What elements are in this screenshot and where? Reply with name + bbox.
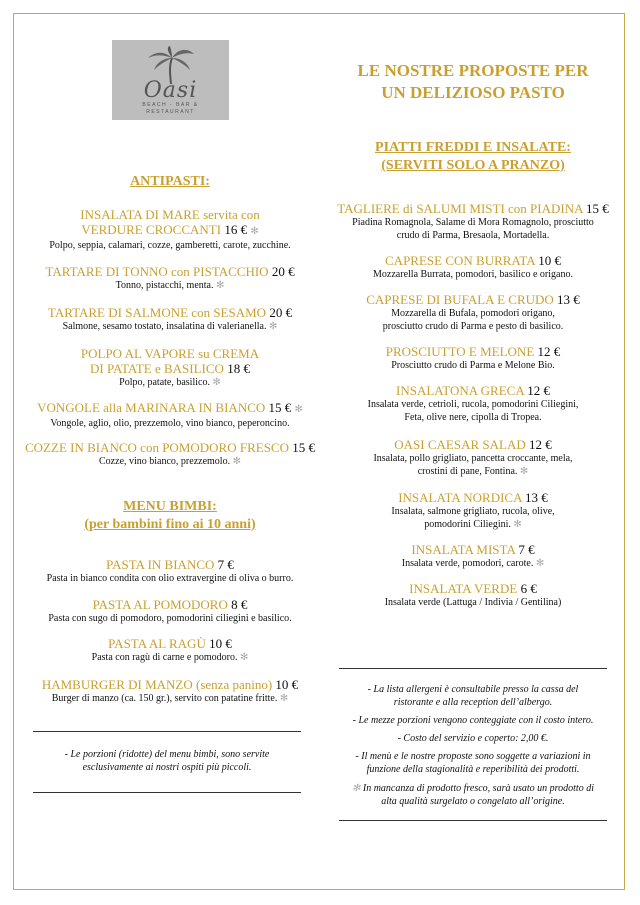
item-desc: Burger di manzo (ca. 150 gr.), servito con patatine fritte. [51,693,278,704]
item-price: 7 € [217,557,234,572]
item-name: INSALATA MISTA [411,542,516,557]
menu-item [328,344,618,372]
item-desc: Insalata, pollo grigliato, pancetta croccante, mela, [373,453,573,464]
menu-item [20,207,320,252]
item-price: 6 € [520,581,537,596]
star-icon: ✻ [279,693,289,704]
star-icon: ✻ [535,558,545,569]
menu-item [20,636,320,664]
header-line2: UN DELIZIOSO PASTO [381,83,565,102]
item-desc: Insalata verde, pomodori, carote. [401,558,534,569]
item-name: INSALATA VERDE [409,581,518,596]
item-name: OASI CAESAR SALAD [394,437,526,452]
item-price: 12 € [527,383,550,398]
star-icon: ✻ [239,652,249,663]
bimbi-title-line1: MENU BIMBI: [123,499,217,514]
item-name: DI PATATE e BASILICO [90,361,224,376]
menu-item [328,383,618,424]
allergen-note [339,683,607,709]
item-price: 10 € [209,636,232,651]
menu-item [328,542,618,570]
menu-item [20,677,320,705]
item-desc: crostini di pane, Fontina. [417,466,518,477]
item-name: TAGLIERE di SALUMI MISTI con PIADINA [337,201,583,216]
item-name: VONGOLE alla MARINARA IN BIANCO [37,400,266,415]
logo-sub-line2: RESTAURANT [146,109,195,115]
item-desc: Pasta con ragù di carne e pomodoro. [91,652,238,663]
star-icon: ✻ [212,377,221,388]
note-line: - Il menù e le nostre proposte sono soggette a variazioni in [355,751,591,762]
item-price: 12 € [537,344,561,359]
item-price: 13 € [525,490,548,505]
item-name: VERDURE CROCCANTI [81,222,222,237]
item-price: 12 € [528,437,552,452]
item-price: 13 € [557,292,580,307]
item-desc: Mozzarella di Bufala, pomodori origano, [391,308,555,319]
item-desc: Insalata verde (Lattuga / Indivia / Gentilina) [384,597,562,608]
item-desc: Cozze, vino bianco, prezzemolo. [99,456,231,467]
item-name: COZZE IN BIANCO con POMODORO FRESCO [25,440,289,455]
half-portion-note [339,714,607,727]
header-line1: LE NOSTRE PROPOSTE PER [357,61,589,80]
freddi-title-line2: (SERVITI SOLO A PRANZO) [381,158,565,173]
menu-item [328,253,618,281]
item-price: 15 € [268,400,292,415]
item-desc: crudo di Parma, Bresaola, Mortadella. [396,230,550,241]
item-name: PROSCIUTTO E MELONE [385,344,535,359]
item-name: INSALATONA GRECA [396,383,524,398]
item-price: 10 € [275,677,299,692]
note-line: ristorante e alla reception dell’albergo. [393,697,553,708]
star-icon: ✻ [513,519,522,530]
note-line: alta qualità surgelato o congelato all’origine. [381,796,565,807]
item-desc: Feta, olive nere, cipolla di Tropea. [404,412,542,423]
freddi-title [328,139,618,175]
note-line: funzione della stagionalità e reperibilità dei prodotti. [366,764,580,775]
item-name: CAPRESE CON BURRATA [385,253,535,268]
menu-item [20,557,320,585]
item-name: POLPO AL VAPORE su CREMA [80,346,260,361]
item-name: CAPRESE DI BUFALA E CRUDO [366,292,554,307]
divider [339,820,607,821]
service-cost-note [339,732,607,745]
seasonality-note [339,750,607,776]
item-name: TARTARE DI TONNO con PISTACCHIO [45,264,269,279]
item-desc: Tonno, pistacchi, menta. [115,280,214,291]
menu-item [328,581,618,609]
menu-item [328,490,618,531]
logo-brand: Oasi [143,78,198,103]
item-name: PASTA AL RAGÙ [108,636,206,651]
item-name: HAMBURGER DI MANZO (senza panino) [41,677,273,692]
menu-item [20,440,320,468]
bimbi-note [33,748,301,774]
item-name: TARTARE DI SALMONE con SESAMO [47,305,267,320]
item-desc: Mozzarella Burrata, pomodori, basilico e origano. [373,269,573,280]
menu-item [20,264,320,292]
item-desc: Prosciutto crudo di Parma e Melone Bio. [391,360,555,371]
note-line: esclusivamente ai nostri ospiti più piccoli. [82,762,252,773]
item-price: 7 € [518,542,535,557]
menu-item [20,346,320,389]
star-icon: ✻ [250,226,259,237]
note-line: - Costo del servizio e coperto: 2,00 €. [397,733,549,744]
bimbi-title [20,498,320,534]
item-name: INSALATA DI MARE servita con [80,207,260,222]
note-line: - La lista allergeni è consultabile presso la cassa del [367,684,579,695]
item-desc: Polpo, patate, basilico. [119,377,210,388]
note-line: - Le porzioni (ridotte) del menu bimbi, sono servite [64,749,270,760]
item-price: 20 € [269,305,293,320]
star-icon: ✻ [351,783,361,794]
star-icon: ✻ [519,466,529,477]
item-price: 18 € [227,361,250,376]
divider [33,792,301,793]
menu-item [20,597,320,625]
star-icon: ✻ [294,404,303,415]
star-icon: ✻ [232,456,241,467]
freddi-title-line1: PIATTI FREDDI E INSALATE: [375,140,571,155]
note-line: - Le mezze porzioni vengono conteggiate con il costo intero. [352,715,594,726]
item-name: INSALATA NORDICA [398,490,522,505]
frozen-product-note [339,782,607,808]
star-icon: ✻ [268,321,278,332]
item-price: 8 € [231,597,248,612]
antipasti-title: ANTIPASTI: [130,174,210,189]
item-desc: Insalata verde, cetrioli, rucola, pomodorini Ciliegini, [367,399,579,410]
menu-item [328,201,618,242]
item-price: 15 € [586,201,609,216]
divider [33,731,301,732]
menu-item [328,437,618,478]
menu-item [20,305,320,333]
menu-item [20,400,320,430]
item-desc: pomodorini Ciliegini. [424,519,511,530]
item-desc: Pasta con sugo di pomodoro, pomodorini ciliegini e basilico. [48,613,292,624]
menu-item [328,292,618,333]
logo-sub-line1: BEACH - BAR & [142,102,199,108]
item-price: 16 € [224,222,248,237]
item-price: 20 € [271,264,295,279]
item-desc: prosciutto crudo di Parma e pesto di basilico. [382,321,564,332]
item-desc: Salmone, sesamo tostato, insalatina di valerianella. [62,321,267,332]
item-desc: Vongole, aglio, olio, prezzemolo, vino bianco, peperoncino. [50,418,290,429]
item-price: 10 € [538,253,561,268]
note-line: In mancanza di prodotto fresco, sarà usato un prodotto di [362,783,594,794]
item-price: 15 € [292,440,315,455]
divider [339,668,607,669]
item-desc: Piadina Romagnola, Salame di Mora Romagnolo, prosciutto [352,217,594,228]
star-icon: ✻ [216,280,225,291]
item-name: PASTA AL POMODORO [92,597,228,612]
item-desc: Polpo, seppia, calamari, cozze, gamberetti, carote, zucchine. [49,240,291,251]
item-desc: Insalata, salmone grigliato, rucola, olive, [391,506,555,517]
bimbi-title-line2: (per bambini fino ai 10 anni) [84,517,256,532]
item-name: PASTA IN BIANCO [106,557,215,572]
item-desc: Pasta in bianco condita con olio extravergine di oliva o burro. [46,573,294,584]
